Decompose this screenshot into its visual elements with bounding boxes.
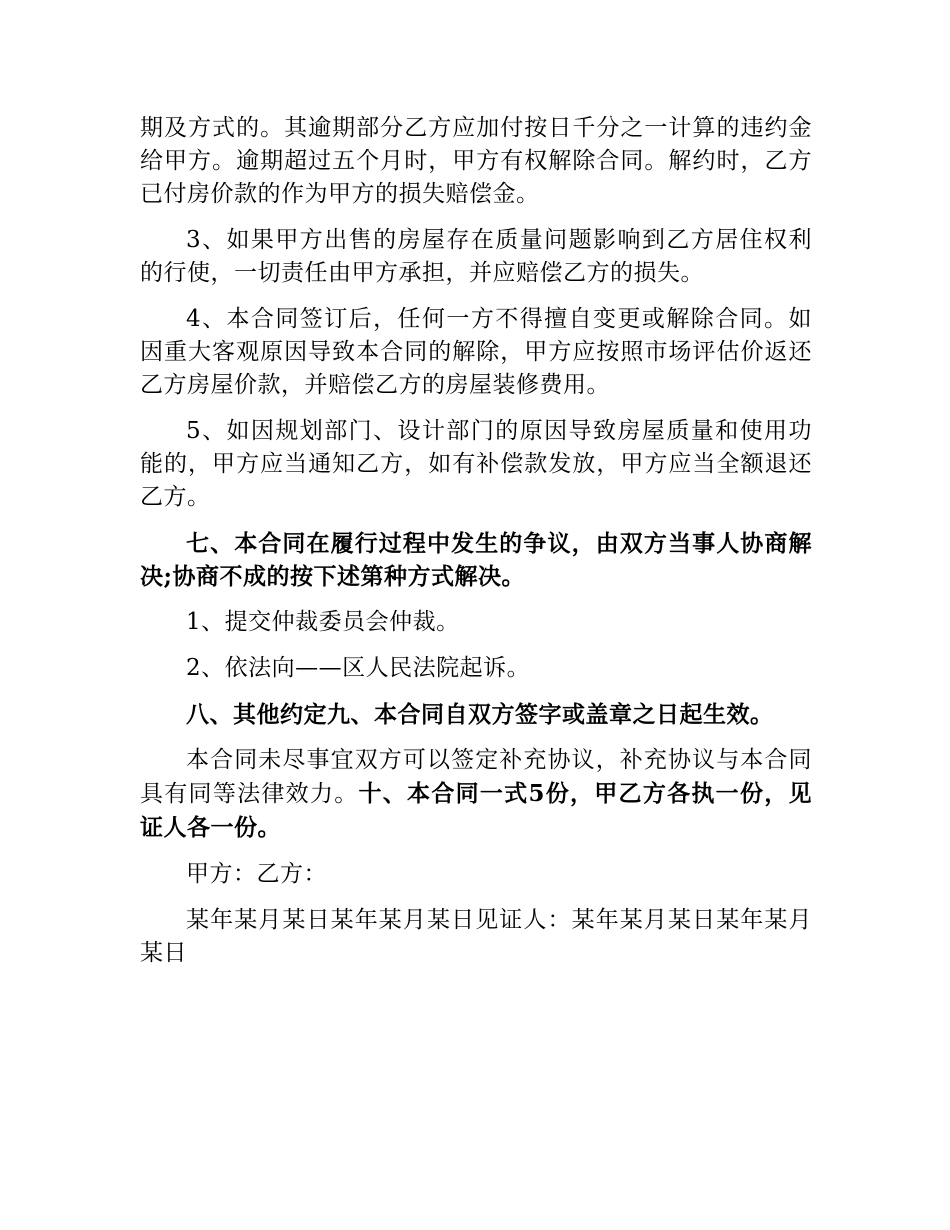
paragraph-clause-3: 3、如果甲方出售的房屋存在质量问题影响到乙方居住权利的行使，一切责任由甲方承担，并应赔偿乙方的损失。 xyxy=(140,227,812,286)
paragraph-option-court: 2、依法向——区人民法院起诉。 xyxy=(186,655,531,681)
section-heading-other-terms: 八、其他约定九、本合同自双方签字或盖章之日起生效。 xyxy=(186,701,774,728)
signature-dates: 某年某月某日某年某月某日见证人：某年某月某日某年某月某日 xyxy=(140,907,812,966)
paragraph-supplementary-agreement xyxy=(140,744,812,845)
signature-parties: 甲方：乙方： xyxy=(186,861,327,887)
section-heading-copies: 十、本合同一式5份，甲乙方各执一份，见证人各一份。 xyxy=(140,780,812,841)
section-heading-disputes: 七、本合同在履行过程中发生的争议，由双方当事人协商解决;协商不成的按下述第种方式解决。 xyxy=(140,530,812,590)
document-page xyxy=(140,112,812,983)
paragraph-breach-penalty: 期及方式的。其逾期部分乙方应加付按日千分之一计算的违约金给甲方。逾期超过五个月时，甲方有权解除合同。解约时，乙方已付房价款的作为甲方的损失赔偿金。 xyxy=(140,115,812,207)
paragraph-clause-5: 5、如因规划部门、设计部门的原因导致房屋质量和使用功能的，甲方应当通知乙方，如有补偿款发放，甲方应当全额退还乙方。 xyxy=(140,418,812,510)
paragraph-clause-4: 4、本合同签订后，任何一方不得擅自变更或解除合同。如因重大客观原因导致本合同的解除，甲方应按照市场评估价返还乙方房屋价款，并赔偿乙方的房屋装修费用。 xyxy=(140,306,812,398)
supplementary-text: 本合同未尽事宜双方可以签定补充协议，补充协议与本合同具有同等法律效力。 xyxy=(140,747,812,807)
paragraph-option-arbitration: 1、提交仲裁委员会仲裁。 xyxy=(186,609,460,635)
